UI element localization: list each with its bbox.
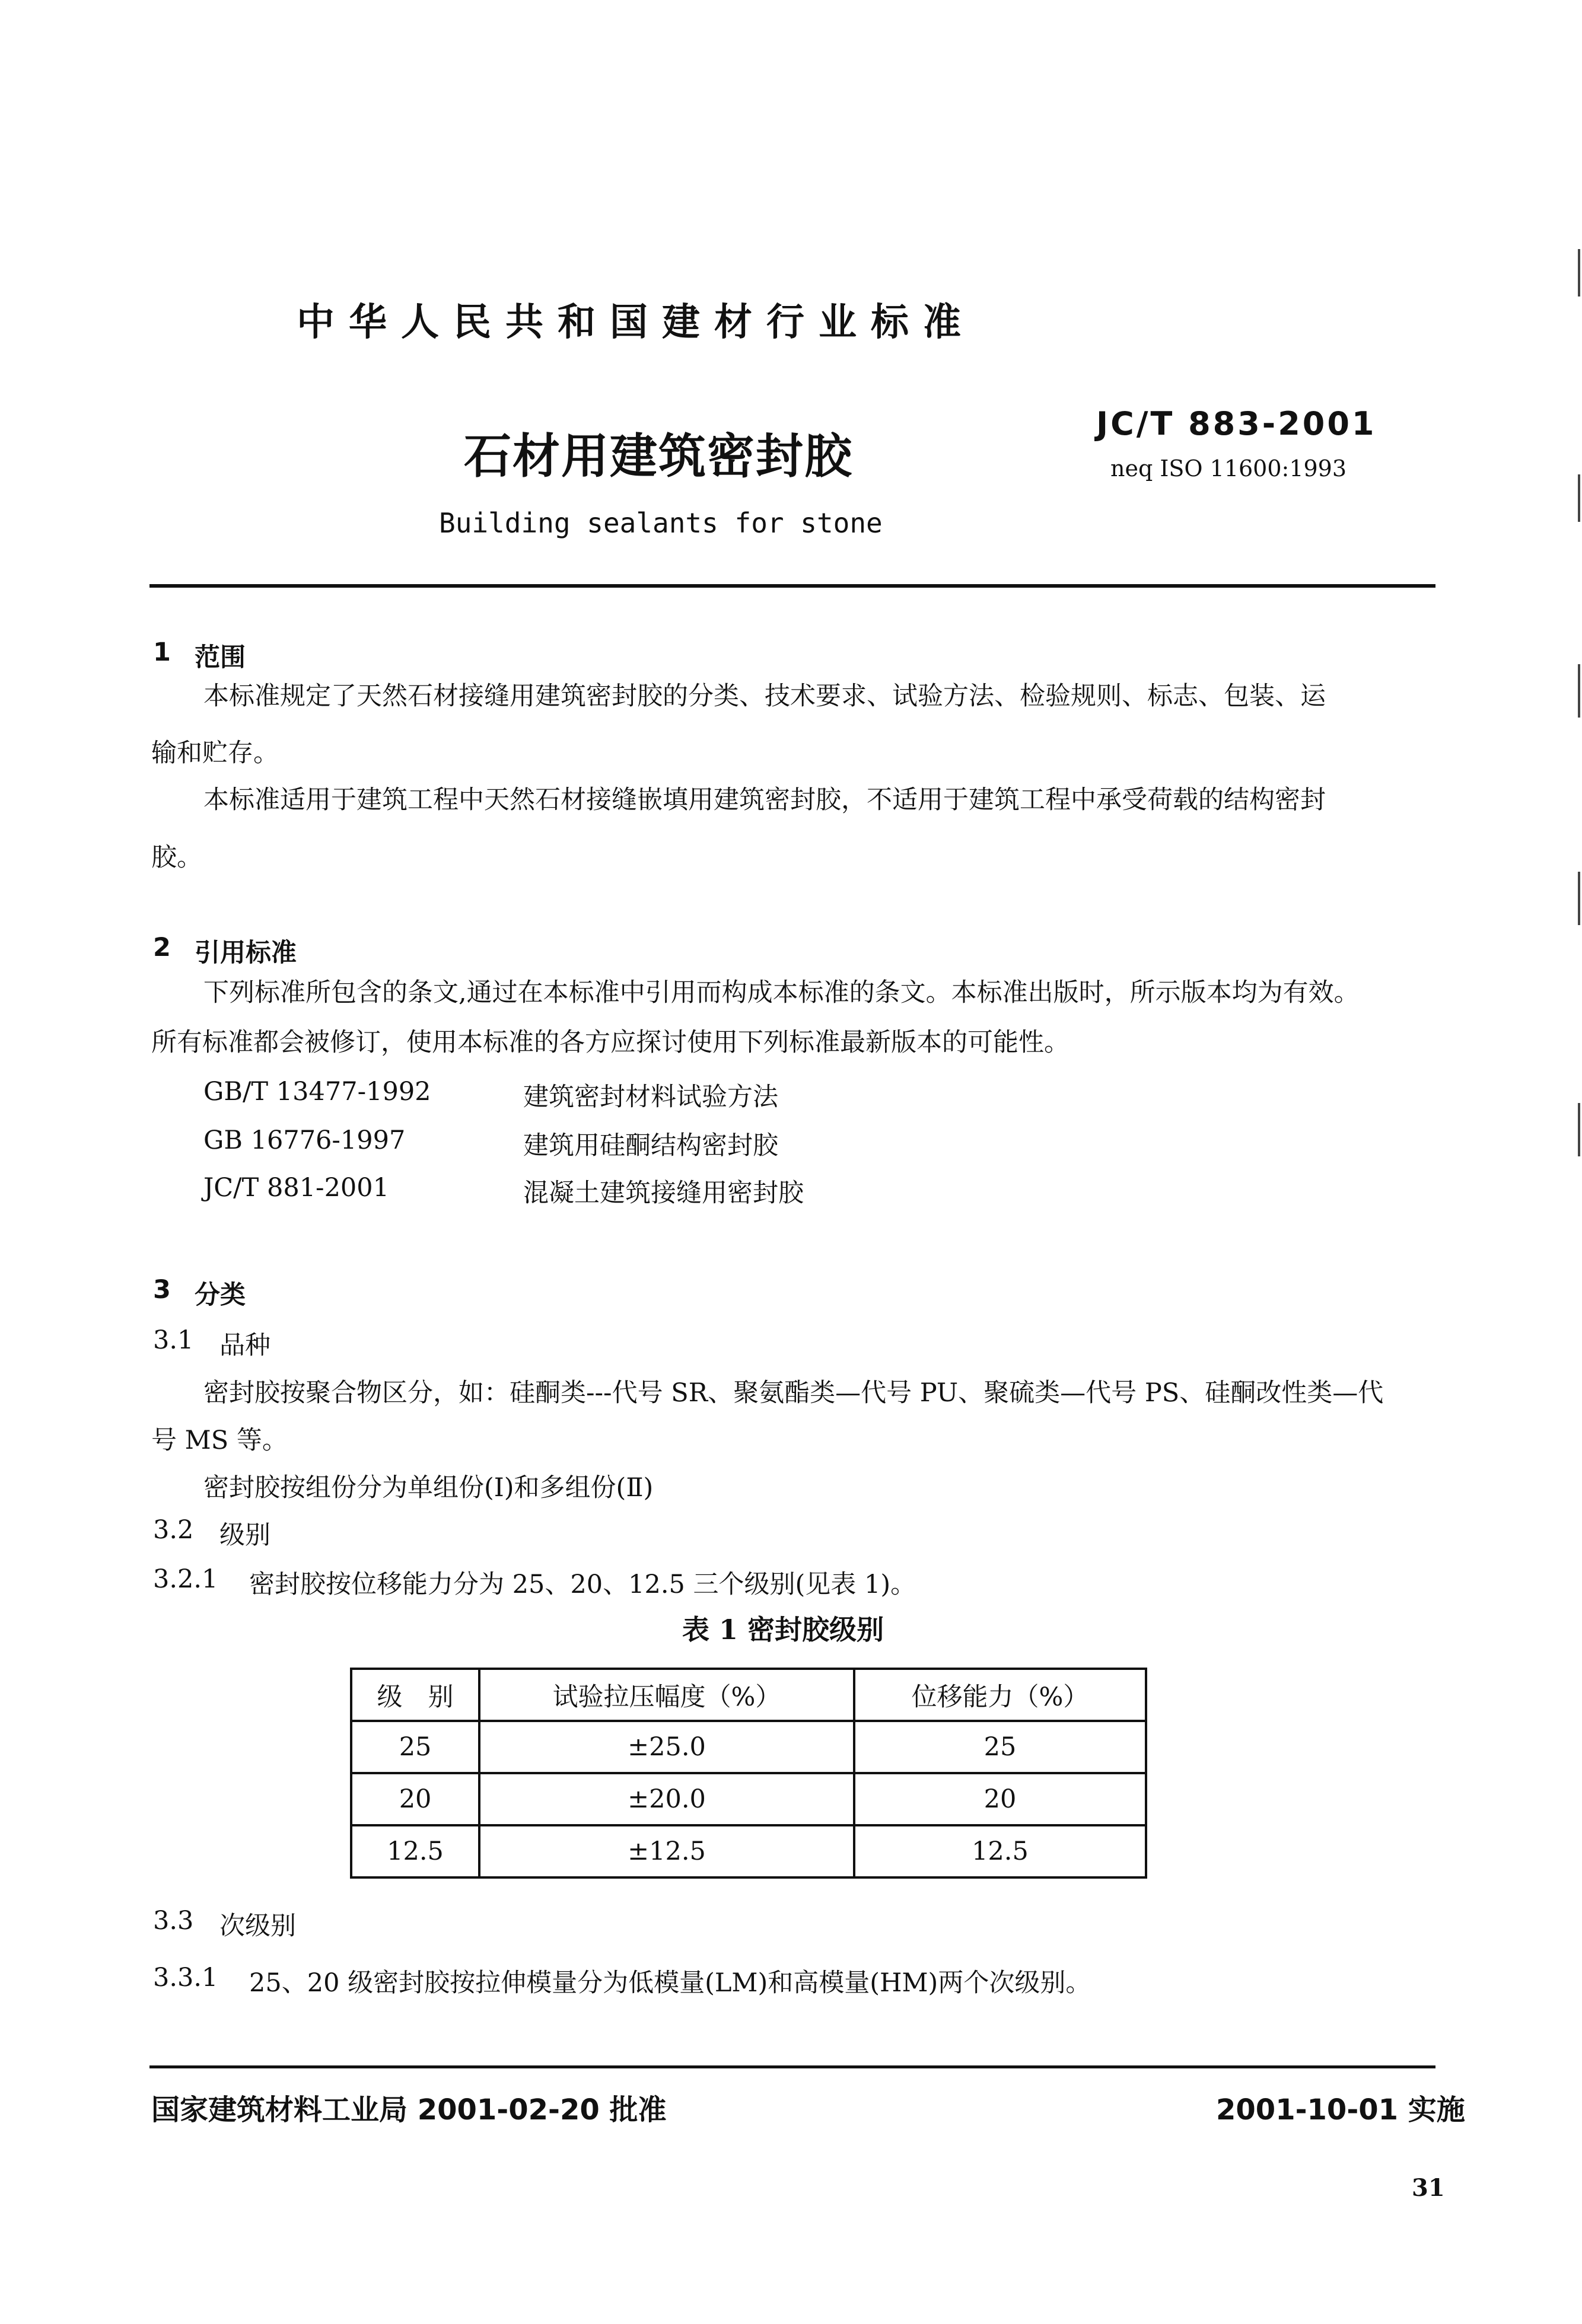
scope-para2-line2: 胶。: [151, 843, 202, 872]
reference-name: 建筑密封材料试验方法: [523, 1082, 778, 1112]
table-header-cell: 级 别: [351, 1669, 479, 1721]
table-header-row: [351, 1669, 1146, 1721]
table-row: [351, 1773, 1146, 1825]
reference-code: GB/T 13477-1992: [203, 1077, 431, 1107]
reference-code: GB 16776-1997: [203, 1126, 406, 1155]
subsection-3-1-number: 3.1: [153, 1325, 194, 1355]
references-intro-line2: 所有标准都会被修订，使用本标准的各方应探讨使用下列标准最新版本的可能性。: [151, 1028, 1069, 1057]
table-cell: 25: [854, 1721, 1146, 1773]
table-cell: 25: [351, 1721, 479, 1773]
scan-edge-mark: [1578, 1103, 1580, 1156]
subsection-3-1-title: 品种: [219, 1331, 270, 1360]
subsection-3-3-title: 次级别: [219, 1911, 296, 1941]
section-3-title: 分类: [195, 1280, 246, 1310]
standard-code: JC/T 883-2001: [1096, 405, 1377, 442]
page-number: 31: [1412, 2174, 1445, 2202]
approval-line: 国家建筑材料工业局 2001-02-20 批准: [151, 2093, 667, 2127]
scope-para1-line1: 本标准规定了天然石材接缝用建筑密封胶的分类、技术要求、试验方法、检验规则、标志、包装、运: [203, 681, 1326, 711]
section-1-number: 1: [153, 637, 171, 667]
section-3-number: 3: [153, 1275, 171, 1305]
doc-subtitle: Building sealants for stone: [439, 507, 883, 539]
table-cell: 20: [351, 1773, 479, 1825]
table-cell: 12.5: [854, 1825, 1146, 1877]
varieties-para2: 密封胶按组份分为单组份(Ⅰ)和多组份(Ⅱ): [203, 1473, 654, 1503]
table-cell: ±25.0: [479, 1721, 854, 1773]
subsection-3-2-title: 级别: [219, 1520, 270, 1550]
grade-table: [350, 1668, 1147, 1879]
varieties-para1-line1: 密封胶按聚合物区分，如：硅酮类---代号 SR、聚氨酯类—代号 PU、聚硫类—代号 PS、硅酮改性类—代: [203, 1378, 1384, 1408]
doc-title: 石材用建筑密封胶: [464, 429, 853, 484]
table-cell: ±12.5: [479, 1825, 854, 1877]
section-2-title: 引用标准: [195, 938, 297, 968]
clause-3-3-1-number: 3.3.1: [153, 1963, 218, 1993]
scan-edge-mark: [1578, 664, 1580, 718]
subsection-3-3-number: 3.3: [153, 1906, 194, 1936]
scan-edge-mark: [1578, 249, 1580, 297]
implementation-date: 2001-10-01 实施: [1216, 2093, 1465, 2127]
scope-para1-line2: 输和贮存。: [151, 738, 279, 768]
section-2-number: 2: [153, 933, 171, 962]
table-row: [351, 1721, 1146, 1773]
standard-equivalence: neq ISO 11600:1993: [1110, 455, 1347, 482]
reference-name: 建筑用硅酮结构密封胶: [523, 1131, 778, 1161]
table-1-caption: 表 1 密封胶级别: [682, 1614, 884, 1646]
footer-divider: [149, 2065, 1435, 2068]
table-cell: 20: [854, 1773, 1146, 1825]
subsection-3-2-number: 3.2: [153, 1515, 194, 1545]
clause-3-3-1-text: 25、20 级密封胶按拉伸模量分为低模量(LM)和高模量(HM)两个次级别。: [249, 1968, 1091, 1998]
header-divider: [149, 584, 1435, 588]
references-intro-line1: 下列标准所包含的条文,通过在本标准中引用而构成本标准的条文。本标准出版时，所示版本均为有效。: [203, 978, 1360, 1008]
section-1-title: 范围: [195, 643, 246, 672]
reference-code: JC/T 881-2001: [203, 1173, 390, 1203]
clause-3-2-1-text: 密封胶按位移能力分为 25、20、12.5 三个级别(见表 1)。: [249, 1570, 916, 1599]
scope-para2-line1: 本标准适用于建筑工程中天然石材接缝嵌填用建筑密封胶，不适用于建筑工程中承受荷载的结构密封: [203, 785, 1326, 815]
org-title: 中华人民共和国建材行业标准: [297, 301, 975, 345]
table-header-cell: 试验拉压幅度（%）: [479, 1669, 854, 1721]
reference-name: 混凝土建筑接缝用密封胶: [523, 1178, 804, 1208]
table-row: [351, 1825, 1146, 1877]
varieties-para1-line2: 号 MS 等。: [151, 1426, 288, 1455]
scan-edge-mark: [1578, 872, 1580, 925]
table-header-cell: 位移能力（%）: [854, 1669, 1146, 1721]
clause-3-2-1-number: 3.2.1: [153, 1564, 218, 1594]
scan-edge-mark: [1578, 474, 1580, 522]
table-cell: 12.5: [351, 1825, 479, 1877]
table-cell: ±20.0: [479, 1773, 854, 1825]
